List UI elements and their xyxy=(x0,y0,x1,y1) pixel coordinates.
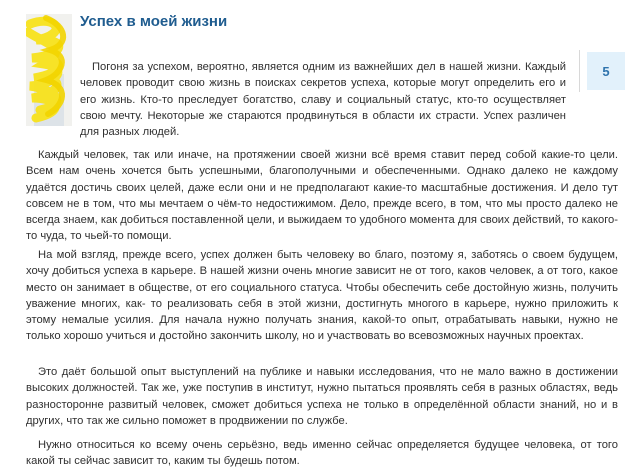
scribble-icon xyxy=(26,14,72,126)
page-title: Успех в моей жизни xyxy=(80,13,228,30)
paragraph-intro-text: Погоня за успехом, вероятно, является одним из важнейших дел в нашей жизни. Каждый человек проводит свою жизнь в поисках секретов успеха, которые могут определить его и его жизнь. Кто-то преследует богатство, славу и социальный статус, кто-то осуществляет свою мечту. Некоторые же стараются продвинуться в области их страсти. Успех различен для разных людей. xyxy=(80,61,566,139)
divider xyxy=(579,50,580,92)
page-number-area xyxy=(579,50,640,92)
paragraph: Это даёт большой опыт выступлений на публике и навыки исследования, что не мало важно в достижении высоких должностей. Так же, уже поступив в институт, нужно пытаться проявлять себя в разных областях, ведь разносторонне развитый человек, сможет добиться успеха не только в определённой области знаний, но и в других, что так же сильно поможет в продвижении по службе. xyxy=(26,366,618,427)
paragraph: Каждый человек, так или иначе, на протяжении своей жизни всё время ставит перед собой какие-то цели. Всем нам очень хочется быть успешными, благополучными и обеспеченными. Однако далеко не каждому удаётся достичь своих целей, даже если они и не предполагают какие-то масштабные достижения. И дело тут совсем не в том, что мы мечтаем о чём-то недостижимом. Дело, прежде всего, в том, что мы просто далеко не всегда знаем, как добиться поставленной цели, и выжидаем то удобного момента для своих действий, то какого-то чуда, то чьей-то помощи. xyxy=(26,149,618,243)
paragraph-intro xyxy=(80,59,566,140)
page-number-badge: 5 xyxy=(587,52,625,90)
paragraph: На мой взгляд, прежде всего, успех должен быть человеку во благо, поэтому я, заботясь о своем будущем, хочу добиться успеха в карьере. В нашей жизни очень многие зависит не от того, каков человек, а от того, какое место он занимает в обществе, от его социального статуса. Чтобы обеспечить себе достойную жизнь, получить уважение многих, как- то реализовать себя в этой жизни, достигнуть многого в карьере, нужно приложить к этому немалые усилия. Для начала нужно получать знания, какой-то опыт, отрабатывать навыки, нужно не только хорошо учиться и достойно закончить школу, но и участвовать во всевозможных научных проектах. xyxy=(26,249,618,343)
author-photo xyxy=(26,14,72,126)
paragraph: Нужно относиться ко всему очень серьёзно, ведь именно сейчас определяется будущее человека, от того какой ты сейчас зависит то, каким ты будешь потом. xyxy=(26,439,618,468)
